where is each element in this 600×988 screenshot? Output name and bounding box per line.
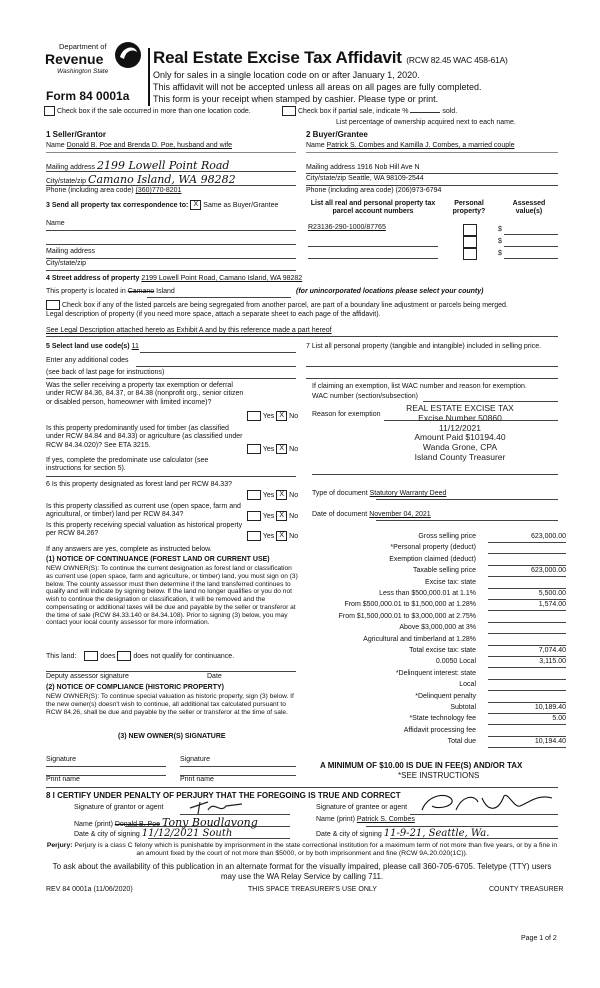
calc-row-value xyxy=(488,579,566,589)
header-line-3: This form is your receipt when stamped by cashier. Please type or print. xyxy=(153,94,439,104)
buyer-phone-label: Phone (including area code) xyxy=(306,187,394,194)
owner-sig-label-1: Signature xyxy=(46,756,76,763)
personal-property-checkbox-1[interactable] xyxy=(463,224,477,236)
q-exemption-yes: Yes xyxy=(262,412,275,420)
parcel-number: R23136-290-1000/87765 xyxy=(308,224,386,231)
assessed-col-header: Assessed value(s) xyxy=(512,200,546,216)
wac-label: WAC number (section/subsection) xyxy=(312,393,418,400)
legal-desc-label: Legal description of property (if you need more space, attach a separate sheet to each page of the affidavit). xyxy=(46,311,381,318)
additional-codes-label: Enter any additional codes xyxy=(46,357,129,364)
stamp-line-6: Island County Treasurer xyxy=(414,451,506,462)
calc-row-label: Total excise tax: state xyxy=(409,647,476,654)
grantee-date-label: Date & city of signing xyxy=(316,831,382,838)
stamp-line-5: Wanda Grone, CPA xyxy=(422,442,498,453)
calc-row xyxy=(318,567,566,577)
calc-row xyxy=(318,738,566,748)
q-forest-no-box[interactable]: X xyxy=(276,490,287,500)
land-use-code: 11 xyxy=(131,343,139,350)
calc-row-value: 3,115.00 xyxy=(488,658,566,668)
page-number: Page 1 of 2 xyxy=(521,935,557,942)
segregated-label: Check box if any of the listed parcels are being segregated from another parcel, are part of a boundary line adjustment or parcels being merged. xyxy=(61,301,508,309)
alt-format-note: To ask about the availability of this publication in an alternate format for the visually impaired, please call 360-705-6705. Teletype (TTY) users may use the WA Relay Service by calling 711. xyxy=(52,862,552,881)
grantor-name-label: Name (print) xyxy=(74,821,113,828)
perjury-label: Perjury: xyxy=(46,842,73,849)
q-historic-no-box[interactable]: X xyxy=(276,531,287,541)
street-label: 4 Street address of property xyxy=(46,275,140,282)
street-value: 2199 Lowell Point Road, Camano Island, WA 98282 xyxy=(141,275,303,282)
q-timber-yes: Yes xyxy=(262,445,275,453)
calc-row-label: *Delinquent penalty xyxy=(415,692,476,700)
header-line-2: This affidavit will not be accepted unless all areas on all pages are fully completed. xyxy=(153,82,482,92)
calc-row xyxy=(318,681,566,691)
predominate-text: If yes, complete the predominate use calculator (see instructions for section 5). xyxy=(46,457,209,473)
q-timber: Is this property predominantly used for timber (as classified under RCW 84.84 and 84.33) or agriculture (as classified under RCW 84.34.020)? See ETA 3215. xyxy=(46,425,243,449)
grantee-sig-label: Signature of grantee or agent xyxy=(316,804,408,811)
calc-row xyxy=(318,544,566,554)
q-forest-no: No xyxy=(289,491,299,499)
calc-row-label: Excise tax: state xyxy=(425,578,476,586)
multi-location-row xyxy=(44,106,251,116)
buyer-name-value: Patrick S. Combes and Kamilla J. Combes, a married couple xyxy=(326,142,515,149)
correspondence-row xyxy=(46,200,278,210)
multi-location-label: Check box if the sale occurred in more than one location code. xyxy=(56,107,251,115)
calc-row-value xyxy=(488,670,566,680)
personal-property-col-header: Personal property? xyxy=(452,200,486,216)
q-forest: 6 Is this property designated as forest land per RCW 84.33? xyxy=(46,481,232,488)
q-current-use-yes: Yes xyxy=(262,512,275,520)
located-label: This property is located in xyxy=(46,288,126,295)
form-rcw: (RCW 82.45 WAC 458-61A) xyxy=(406,55,508,65)
calc-row-value xyxy=(488,556,566,566)
calc-row xyxy=(318,601,566,611)
doc-date-label: Date of document xyxy=(312,511,368,518)
deputy-date-label: Date xyxy=(207,673,222,680)
calc-row-label: *State technology fee xyxy=(409,715,476,723)
calc-row-value: 623,000.00 xyxy=(488,533,566,543)
buyer-phone-row xyxy=(306,187,441,195)
multi-location-checkbox[interactable] xyxy=(44,106,55,116)
dor-logo xyxy=(45,42,145,92)
land-use-row xyxy=(46,343,139,351)
dept-of-label: Department of xyxy=(59,42,107,51)
q-timber-answer xyxy=(247,444,298,454)
calc-row-label: Gross selling price xyxy=(418,533,476,540)
grantee-name-row xyxy=(316,816,415,824)
land-does-checkbox[interactable] xyxy=(84,651,98,661)
reason-label: Reason for exemption xyxy=(312,411,381,418)
calc-row-label: From $500,000.01 to $1,500,000 at 1.28% xyxy=(344,601,476,609)
calc-row-label: Total due xyxy=(447,738,476,746)
owner-sig-label-2: Signature xyxy=(180,756,210,763)
q-historic: Is this property receiving special valuation as historical property per RCW 84.26? xyxy=(46,522,243,538)
if-any-yes: If any answers are yes, complete as instructed below. xyxy=(46,546,212,553)
calc-row xyxy=(318,647,566,657)
corr-mailing-label: Mailing address xyxy=(46,248,96,255)
dor-swoosh-icon xyxy=(113,40,143,70)
buyer-mailing-value: 1916 Nob Hill Ave N xyxy=(356,164,420,171)
land-use-label: 5 Select land use code(s) xyxy=(46,343,130,350)
this-land-label: This land: xyxy=(46,652,77,660)
located-row xyxy=(46,288,175,296)
header-line-1: Only for sales in a single location code on or after January 1, 2020. xyxy=(153,70,420,80)
calc-row-value: 5.00 xyxy=(488,715,566,725)
buyer-city-value: Seattle, WA 98109-2544 xyxy=(348,175,424,182)
seller-mailing-label: Mailing address xyxy=(46,164,96,171)
seller-phone-row xyxy=(46,187,181,195)
personal-property-text: 7 List all personal property (tangible and intangible) included in selling price. xyxy=(306,343,542,350)
perjury-text: Perjury is a class C felony which is punishable by imprisonment in the state correctional institution for a maximum term of not more than five years, or by a fine in an amount fixed by the court of not more than $5000, or by both imprisonment and fine (RCW 9A.20.020(1C)). xyxy=(74,842,558,858)
form-title-text: Real Estate Excise Tax Affidavit xyxy=(153,48,402,67)
q-timber-no: No xyxy=(289,445,299,453)
calc-row-value xyxy=(488,727,566,737)
deputy-sig-label: Deputy assessor signature xyxy=(46,673,129,680)
calc-row-label: From $1,500,000.01 to $3,000,000 at 2.75% xyxy=(338,612,476,620)
q-timber-no-box[interactable]: X xyxy=(276,444,287,454)
q-historic-no: No xyxy=(289,532,299,540)
calc-row-label: *Delinquent interest: state xyxy=(395,669,476,677)
owner-print-label-2: Print name xyxy=(180,776,214,783)
calc-row-value: 623,000.00 xyxy=(488,567,566,577)
q-historic-yes-box[interactable] xyxy=(247,531,261,541)
certify-heading: 8 I CERTIFY UNDER PENALTY OF PERJURY THAT THE FOREGOING IS TRUE AND CORRECT xyxy=(46,791,401,800)
notice-compliance-title: (2) NOTICE OF COMPLIANCE (HISTORIC PROPERTY) xyxy=(46,684,224,691)
notice-continuance-title: (1) NOTICE OF CONTINUANCE (FOREST LAND OR CURRENT USE) xyxy=(46,556,270,563)
calc-row xyxy=(318,636,566,646)
q-current-use: Is this property classified as current use (open space, farm and agricultural, or timber) land per RCW 84.34? xyxy=(46,503,241,519)
calc-row xyxy=(318,670,566,680)
calc-row xyxy=(318,693,566,703)
unincorporated-note: (for unincorporated locations please select your county) xyxy=(296,288,484,295)
calc-row xyxy=(318,533,566,543)
stamp-line-1: REAL ESTATE EXCISE TAX xyxy=(406,403,514,413)
buyer-name-label: Name xyxy=(306,142,325,149)
form-title xyxy=(153,48,508,68)
calc-row xyxy=(318,658,566,668)
calc-row-value: 1,574.00 xyxy=(488,601,566,611)
assessed-dollar-3: $ xyxy=(498,250,502,257)
calc-row xyxy=(318,624,566,634)
owner-print-label-1: Print name xyxy=(46,776,80,783)
county-treasurer: COUNTY TREASURER xyxy=(489,886,564,893)
grantee-date-value: 11-9-21, Seattle, Wa. xyxy=(383,828,490,839)
grantor-date-label: Date & city of signing xyxy=(74,831,140,838)
buyer-name-row xyxy=(306,142,515,150)
q-exemption: Was the seller receiving a property tax exemption or deferral under RCW 84.36, 84.37, or 84.38 (nonprofit org., senior citizen or disabled person, homeowner with limited income)? xyxy=(46,382,244,406)
doc-type-value: Statutory Warranty Deed xyxy=(369,490,447,497)
segregated-row xyxy=(46,300,508,310)
calc-row xyxy=(318,704,566,714)
minimum-due-note: A MINIMUM OF $10.00 IS DUE IN FEE(S) AND/OR TAX xyxy=(320,761,523,770)
q-timber-yes-box[interactable] xyxy=(247,444,261,454)
q-forest-yes-box[interactable] xyxy=(247,490,261,500)
calc-row xyxy=(318,556,566,566)
street-row xyxy=(46,275,302,283)
this-land-row xyxy=(46,651,234,661)
predominate-note xyxy=(46,457,244,474)
treasurer-use: THIS SPACE TREASURER'S USE ONLY xyxy=(248,886,377,893)
grantee-signature-mark xyxy=(418,790,558,816)
seller-heading: 1 Seller/Grantor xyxy=(46,130,107,139)
calc-row-label: Subtotal xyxy=(450,704,476,711)
correspondence-heading: 3 Send all property tax correspondence to: xyxy=(46,201,189,209)
doc-type-label: Type of document xyxy=(312,490,368,497)
corr-name-label: Name xyxy=(46,220,65,227)
same-as-buyer-checkbox[interactable]: X xyxy=(190,200,201,210)
q-current-use-answer xyxy=(247,511,298,521)
personal-property-checkbox-2[interactable] xyxy=(463,236,477,248)
calc-row-value xyxy=(488,636,566,646)
q-current-use-no: No xyxy=(289,512,299,520)
calc-row xyxy=(318,613,566,623)
q-current-use-yes-box[interactable] xyxy=(247,511,261,521)
calc-row-label: *Personal property (deduct) xyxy=(390,544,476,552)
calc-row-value: 7,074.40 xyxy=(488,647,566,657)
exemption-note: If claiming an exemption, list WAC number and reason for exemption. xyxy=(312,383,527,390)
q-current-use-no-box[interactable]: X xyxy=(276,511,287,521)
calc-row-label: Exemption claimed (deduct) xyxy=(389,555,476,563)
grantee-name-label: Name (print) xyxy=(316,816,355,823)
partial-sale-checkbox[interactable] xyxy=(282,106,296,116)
notice-compliance-body: NEW OWNER(S): To continue special valuation as historic property, sign (3) below. If the new owner(s) doesn't wish to continue, all additional tax calculated pursuant to RCW 84.26, shall be due and payable by the seller or transferor at the time of sale. xyxy=(46,693,294,716)
parcel-col-header: List all real and personal property tax parcel account numbers xyxy=(310,200,436,216)
calc-row xyxy=(318,590,566,600)
calc-row-value xyxy=(488,613,566,623)
wa-state-label: Washington State xyxy=(57,68,109,75)
notice-owner-sig-title: (3) NEW OWNER(S) SIGNATURE xyxy=(118,733,226,740)
see-back-label: (see back of last page for instructions) xyxy=(46,369,165,376)
q-historic-yes: Yes xyxy=(262,532,275,540)
calc-row xyxy=(318,579,566,589)
personal-property-checkbox-3[interactable] xyxy=(463,248,477,260)
calc-row xyxy=(318,715,566,725)
assessed-dollar-2: $ xyxy=(498,238,502,245)
calc-row-value: 10,194.40 xyxy=(488,738,566,748)
calc-row-value xyxy=(488,693,566,703)
q-exemption-no: No xyxy=(289,412,299,420)
sold-label: sold. xyxy=(442,107,458,115)
treasurer-stamp xyxy=(380,404,540,463)
buyer-city-row xyxy=(306,175,424,183)
stamp-line-3: 11/12/2021 xyxy=(439,422,481,433)
q-exemption-answer xyxy=(247,411,298,421)
land-does-not-label: does not qualify for continuance. xyxy=(133,652,235,660)
buyer-heading: 2 Buyer/Grantee xyxy=(306,130,368,139)
doc-date-value: November 04, 2021 xyxy=(369,511,431,518)
buyer-mailing-label: Mailing address xyxy=(306,164,356,171)
list-percentage-note: List percentage of ownership acquired next to each name. xyxy=(336,119,516,126)
grantor-name-struck: Donald B. Poe xyxy=(114,821,161,828)
calc-row-value: 10,189.40 xyxy=(488,704,566,714)
calc-row-value xyxy=(488,681,566,691)
seller-name-value: Donald B. Poe and Brenda D. Poe, husband and wife xyxy=(66,142,233,149)
grantor-date-value: 11/12/2021 South xyxy=(141,828,233,839)
buyer-city-label: City/state/zip xyxy=(306,175,347,182)
calc-row-label: Agricultural and timberland at 1.28% xyxy=(363,635,476,643)
q-forest-yes: Yes xyxy=(262,491,275,499)
perjury-row xyxy=(46,842,558,858)
q-historic-answer xyxy=(247,531,298,541)
doc-date-row xyxy=(312,511,431,519)
corr-city-label: City/state/zip xyxy=(46,260,87,267)
located-struck: Camano xyxy=(127,288,155,295)
personal-property-heading xyxy=(306,343,558,351)
calc-row-label: Less than $500,000.01 at 1.1% xyxy=(379,590,476,597)
stamp-line-2: Excise Number 50860 xyxy=(418,412,502,423)
seller-name-label: Name xyxy=(46,142,65,149)
segregated-checkbox[interactable] xyxy=(46,300,60,310)
legal-desc-ref: See Legal Description attached hereto as Exhibit A and by this reference made a part hereof xyxy=(46,327,332,334)
grantor-name-value: Tony Boudlavong xyxy=(161,816,258,829)
doc-type-row xyxy=(312,490,446,498)
calc-row-value: 5,500.00 xyxy=(488,590,566,600)
calc-row-value xyxy=(488,624,566,634)
partial-sale-label: Check box if partial sale, indicate % xyxy=(297,107,409,115)
seller-city-label: City/state/zip xyxy=(46,178,87,185)
stamp-line-4: Amount Paid $10194.40 xyxy=(414,432,506,443)
seller-name-row xyxy=(46,142,296,150)
located-value: Island xyxy=(156,288,175,295)
calc-row-label: Above $3,000,000 at 3% xyxy=(399,624,476,632)
land-does-not-checkbox[interactable] xyxy=(117,651,131,661)
assessed-dollar-1: $ xyxy=(498,226,502,233)
seller-city-value: Camano Island, WA 98282 xyxy=(88,173,236,186)
q-forest-answer xyxy=(247,490,298,500)
seller-mailing-value: 2199 Lowell Point Road xyxy=(96,159,230,172)
notice-continuance-body: NEW OWNER(S): To continue the current designation as forest land or classification as current use (open space, farm and agriculture, or timber) land, you must sign on (3) below. The county assessor must then determine if the land transferred continues to qualify and will indicate by signing below. If the land no longer qualifies or you do not wish to continue the designation or classification, it will be removed and the compensating or additional taxes will be due and payable by the seller or transferor at the time of sale (RCW 84.33.140 or 84.34.108). Prior to signing (3) below, you may contact your local county assessor for more information. xyxy=(46,565,298,627)
revenue-label: Revenue xyxy=(45,51,104,67)
buyer-phone-value: (206)973-6794 xyxy=(395,187,442,194)
calc-row-value xyxy=(488,544,566,554)
seller-phone-value: (360)770-8201 xyxy=(135,187,182,194)
calc-row-label: Local xyxy=(459,681,476,689)
calc-row xyxy=(318,727,566,737)
seller-phone-label: Phone (including area code) xyxy=(46,187,134,194)
grantee-name-value: Patrick S. Combes xyxy=(356,816,415,823)
calc-row-label: Affidavit processing fee xyxy=(403,726,476,734)
see-instructions-note: *SEE INSTRUCTIONS xyxy=(398,771,480,780)
q-exemption-no-box[interactable]: X xyxy=(276,411,287,421)
calc-row-label: Taxable selling price xyxy=(412,567,476,575)
partial-sale-row xyxy=(282,106,457,116)
grantor-sig-label: Signature of grantor or agent xyxy=(74,804,164,811)
calc-row-label: 0.0050 Local xyxy=(435,658,476,666)
land-does-label: does xyxy=(100,652,116,660)
same-as-buyer-label: Same as Buyer/Grantee xyxy=(203,201,279,209)
form-number: Form 84 0001a xyxy=(46,89,130,103)
q-exemption-yes-box[interactable] xyxy=(247,411,261,421)
buyer-mailing-row xyxy=(306,164,420,172)
rev-number: REV 84 0001a (11/06/2020) xyxy=(46,886,133,893)
